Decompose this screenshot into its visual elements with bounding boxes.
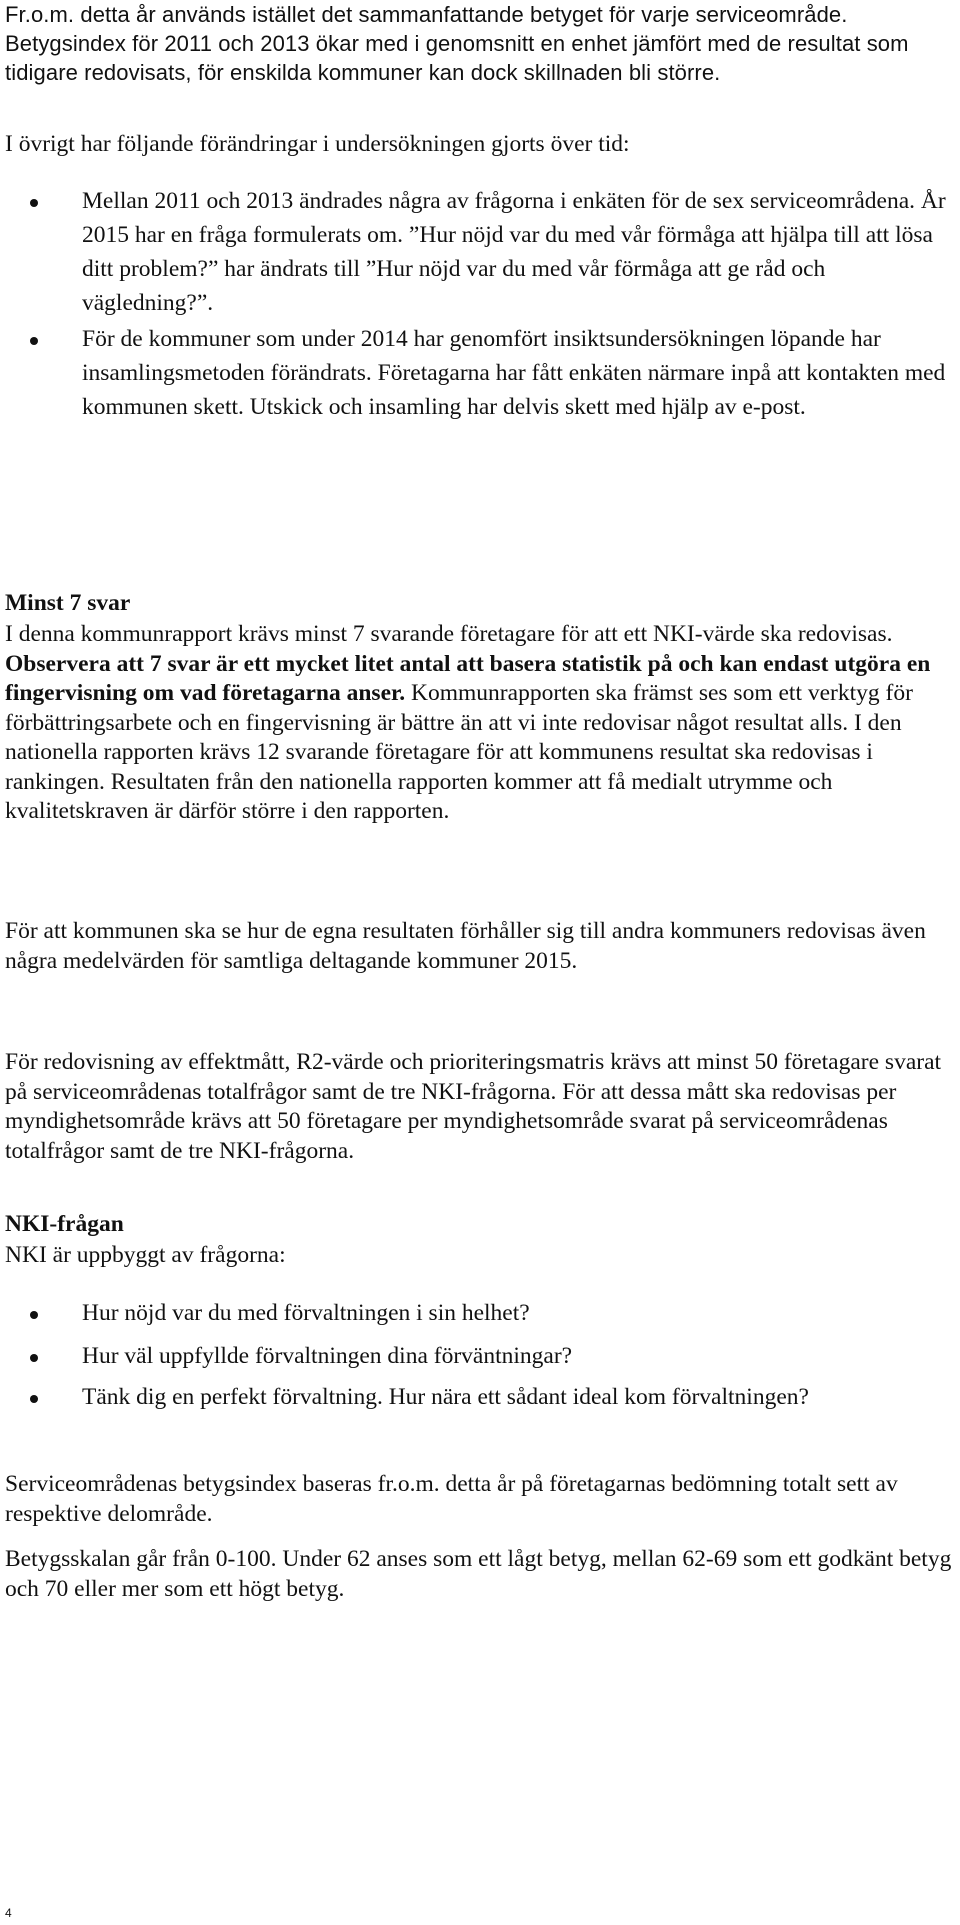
effect-paragraph: För redovisning av effektmått, R2-värde och prioriteringsmatris krävs att minst 50 företagare svarat på serviceområdenas totalfrågor samt de tre NKI-frågorna. För att dessa mått ska redovisas per myndighetsområde krävs att 50 företagare per myndighetsområde svarat på serviceområdenas totalfrågor samt de tre NKI-frågorna. [5, 1049, 942, 1164]
section-heading: Minst 7 svar [5, 590, 131, 616]
list-item-text: Hur väl uppfyllde förvaltningen dina förväntningar? [82, 1343, 573, 1369]
list-item-text: Hur nöjd var du med förvaltningen i sin helhet? [82, 1300, 530, 1326]
nki-question-list [5, 1296, 955, 1413]
nki-lead: NKI är uppbyggt av frågorna: [5, 1242, 286, 1268]
minst-text-after: Kommunrapporten ska främst ses som ett verktyg för förbättringsarbete och en fingervisning är bättre än att vi inte redovisar något resultat alls. I den nationella rapporten krävs 12 svarande företagare för att kommunens resultat ska redovisas i rankingen. Resultaten från den nationella rapporten kommer att få medialt utrymme och kvalitetskraven är därför större i den rapporten. [5, 680, 913, 824]
minst-paragraph [5, 620, 955, 827]
intro-paragraph: Fr.o.m. detta år används istället det sammanfattande betyget för varje serviceområde. Betygsindex för 2011 och 2013 ökar med i genomsnitt en enhet jämfört med de resultat som tidigare redovisats, för enskilda kommuner kan dock skillnaden bli större. [5, 2, 909, 85]
minst-text-before: I denna kommunrapport krävs minst 7 svarande företagare för att ett NKI-värde ska redovisas. [5, 621, 893, 647]
list-item [5, 1382, 955, 1413]
list-item [5, 1339, 955, 1373]
grade-scale-paragraph: Betygsskalan går från 0-100. Under 62 anses som ett lågt betyg, mellan 62-69 som ett godkänt betyg och 70 eller mer som ett högt betyg. [5, 1546, 952, 1602]
list-item-text: För de kommuner som under 2014 har genomfört insiktsundersökningen löpande har insamlingsmetoden förändrats. Företagarna har fått enkäten närmare inpå att kontakten med kommunen skett. Utskick och insamling har delvis skett med hjälp av e-post. [82, 326, 946, 420]
list-item-text: Tänk dig en perfekt förvaltning. Hur nära ett sådant ideal kom förvaltningen? [82, 1384, 809, 1410]
list-item [5, 322, 955, 424]
list-item [5, 184, 955, 320]
average-paragraph: För att kommunen ska se hur de egna resultaten förhåller sig till andra kommuners redovisas även några medelvärden för samtliga deltagande kommuner 2015. [5, 918, 926, 974]
nki-basis-paragraph: Serviceområdenas betygsindex baseras fr.o.m. detta år på företagarnas bedömning totalt sett av respektive delområde. [5, 1471, 898, 1527]
list-item [5, 1296, 955, 1330]
bullet-icon [30, 337, 38, 345]
changes-list [5, 184, 955, 424]
changes-lead: I övrigt har följande förändringar i undersökningen gjorts över tid: [5, 131, 630, 157]
bullet-icon [30, 199, 38, 207]
section-heading: NKI-frågan [5, 1211, 124, 1237]
minst-text-bold: Observera att 7 svar är ett mycket litet antal att basera statistik på och kan endast utgöra en fingervisning om vad företagarna anser. [5, 650, 931, 706]
bullet-icon [30, 1354, 38, 1362]
bullet-icon [30, 1395, 38, 1403]
bullet-icon [30, 1311, 38, 1319]
list-item-text: Mellan 2011 och 2013 ändrades några av frågorna i enkäten för de sex serviceområdena. År 2015 har en fråga formulerats om. ”Hur nöjd var du med vår förmåga att hjälpa till att lösa ditt problem?” har ändrats till ”Hur nöjd var du med vår förmåga att ge råd och vägledning?”. [82, 188, 946, 316]
page-number: 4 [5, 1906, 12, 1920]
